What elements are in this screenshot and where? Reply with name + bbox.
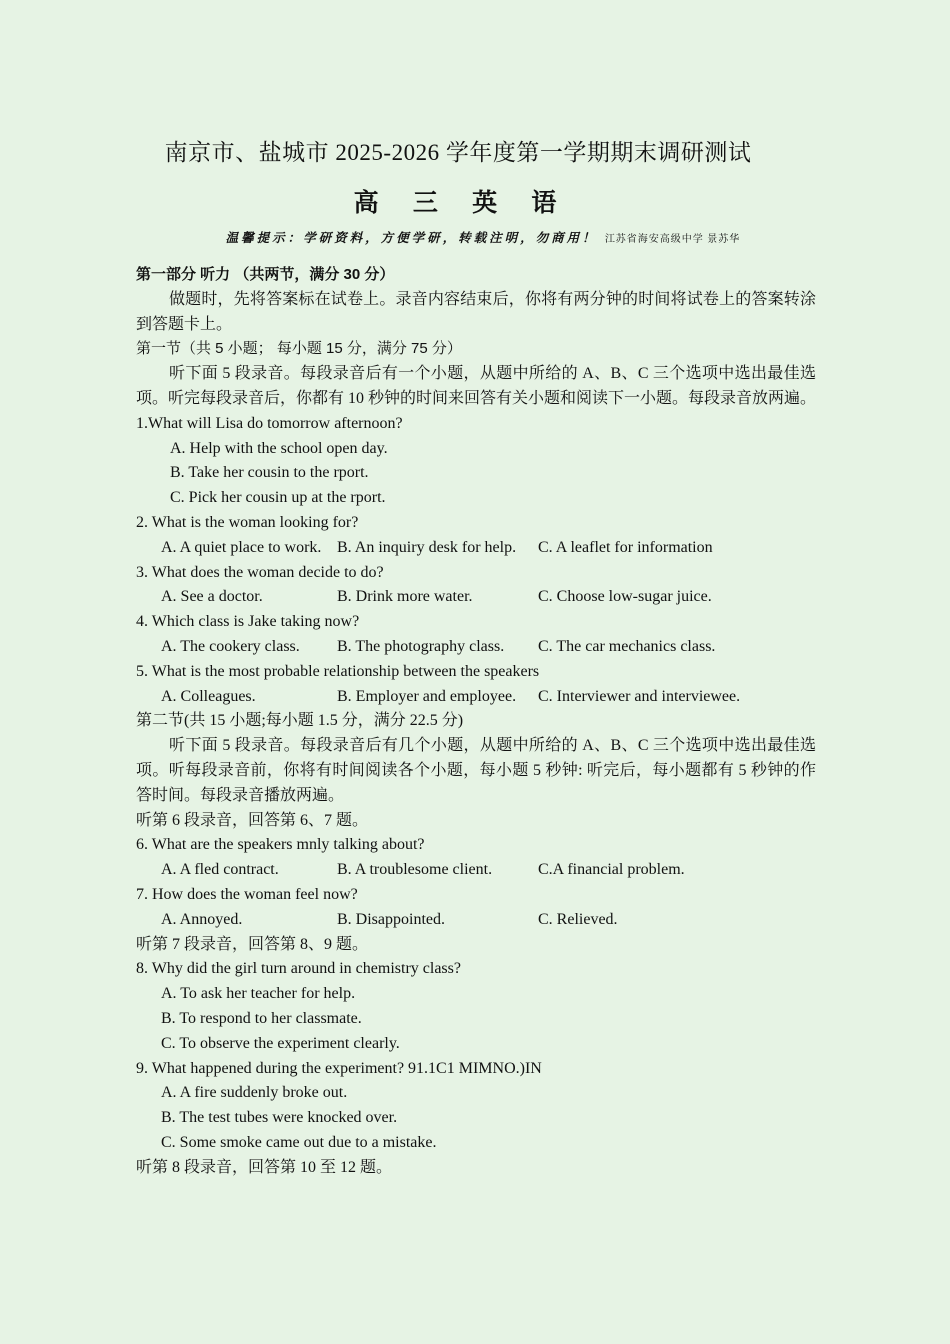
- segment-7-instruction: 听第 7 段录音，回答第 8、9 题。: [136, 935, 369, 953]
- tip-source: 江苏省海安高级中学 景苏华: [604, 234, 741, 245]
- q7-options: [136, 908, 816, 933]
- q3-option-b: B. Drink more water.: [337, 588, 473, 606]
- tip-text: 温馨提示：学研资料，方便学研，转载注明，勿商用！: [225, 231, 598, 245]
- q6-option-b: B. A troublesome client.: [337, 861, 493, 879]
- q1-option-c: C. Pick her cousin up at the rport.: [170, 489, 386, 507]
- q4-options: [136, 635, 816, 660]
- q3-option-c: C. Choose low-sugar juice.: [538, 588, 712, 606]
- question-8: 8. Why did the girl turn around in chemistry class?: [136, 960, 461, 978]
- q5-options: [136, 685, 816, 710]
- tip-line: [0, 228, 950, 246]
- exam-content: [136, 263, 816, 1180]
- q8-option-b: B. To respond to her classmate.: [161, 1009, 362, 1027]
- question-1: 1.What will Lisa do tomorrow afternoon?: [136, 414, 403, 432]
- q8-option-c: C. To observe the experiment clearly.: [161, 1034, 400, 1052]
- question-4: 4. Which class is Jake taking now?: [136, 613, 360, 631]
- question-9: 9. What happened during the experiment? 91.1C1 MIMNO.)IN: [136, 1059, 542, 1077]
- q7-option-c: C. Relieved.: [538, 910, 618, 928]
- q6-options: [136, 858, 816, 883]
- q7-option-a: A. Annoyed.: [161, 910, 243, 928]
- question-6: 6. What are the speakers mnly talking about?: [136, 836, 425, 854]
- q1-option-b: B. Take her cousin to the rport.: [170, 464, 369, 482]
- question-7: 7. How does the woman feel now?: [136, 885, 358, 903]
- question-5: 5. What is the most probable relationship between the speakers: [136, 662, 540, 680]
- q5-option-c: C. Interviewer and interviewee.: [538, 687, 741, 705]
- q9-option-a: A. A fire suddenly broke out.: [161, 1084, 348, 1102]
- q7-option-b: B. Disappointed.: [337, 910, 445, 928]
- q2-options: [136, 536, 816, 561]
- q8-option-a: A. To ask her teacher for help.: [161, 985, 356, 1003]
- segment-8-instruction: 听第 8 段录音，回答第 10 至 12 题。: [136, 1158, 393, 1176]
- q3-options: [136, 585, 816, 610]
- subject-title: 高 三 英 语: [353, 190, 571, 217]
- q9-option-c: C. Some smoke came out due to a mistake.: [161, 1133, 437, 1151]
- section1-intro: 听下面 5 段录音。每段录音后有一个小题，从题中所给的 A、B、C 三个选项中选出最佳选项。听完每段录音后，你都有 10 秒钟的时间来回答有关小题和阅读下一小题。每段录音放两遍。: [136, 365, 817, 407]
- page-title: 南京市、盐城市 2025-2026 学年度第一学期期末调研测试: [164, 140, 752, 165]
- section2-intro: 听下面 5 段录音。每段录音后有几个小题，从题中所给的 A、B、C 三个选项中选出最佳选项。听每段录音前，你将有时间阅读各个小题，每小题 5 秒钟: 听完后，每小题都有 5 秒钟的作答时间。每段录音播放两遍。: [136, 737, 816, 804]
- q2-option-b: B. An inquiry desk for help.: [337, 538, 517, 556]
- q5-option-a: A. Colleagues.: [161, 687, 256, 705]
- q6-option-a: A. A fled contract.: [161, 861, 279, 879]
- segment-6-instruction: 听第 6 段录音，回答第 6、7 题。: [136, 811, 369, 829]
- q4-option-a: A. The cookery class.: [161, 637, 300, 655]
- q2-option-a: A. A quiet place to work.: [161, 538, 322, 556]
- q1-option-a: A. Help with the school open day.: [170, 439, 388, 457]
- question-2: 2. What is the woman looking for?: [136, 513, 359, 531]
- part1-heading: 第一部分 听力 （共两节，满分 30 分）: [136, 266, 395, 283]
- q6-option-c: C.A financial problem.: [538, 861, 685, 879]
- q9-option-b: B. The test tubes were knocked over.: [161, 1109, 398, 1127]
- section2-heading: 第二节(共 15 小题;每小题 1.5 分，满分 22.5 分): [136, 712, 464, 730]
- q5-option-b: B. Employer and employee.: [337, 687, 517, 705]
- q4-option-b: B. The photography class.: [337, 637, 505, 655]
- question-3: 3. What does the woman decide to do?: [136, 563, 384, 581]
- q4-option-c: C. The car mechanics class.: [538, 637, 716, 655]
- part1-intro: 做题时，先将答案标在试卷上。录音内容结束后，你将有两分钟的时间将试卷上的答案转涂到答题卡上。: [136, 290, 816, 333]
- q3-option-a: A. See a doctor.: [161, 588, 263, 606]
- q2-option-c: C. A leaflet for information: [538, 538, 713, 556]
- section1-heading: 第一节（共 5 小题； 每小题 15 分，满分 75 分）: [136, 340, 462, 358]
